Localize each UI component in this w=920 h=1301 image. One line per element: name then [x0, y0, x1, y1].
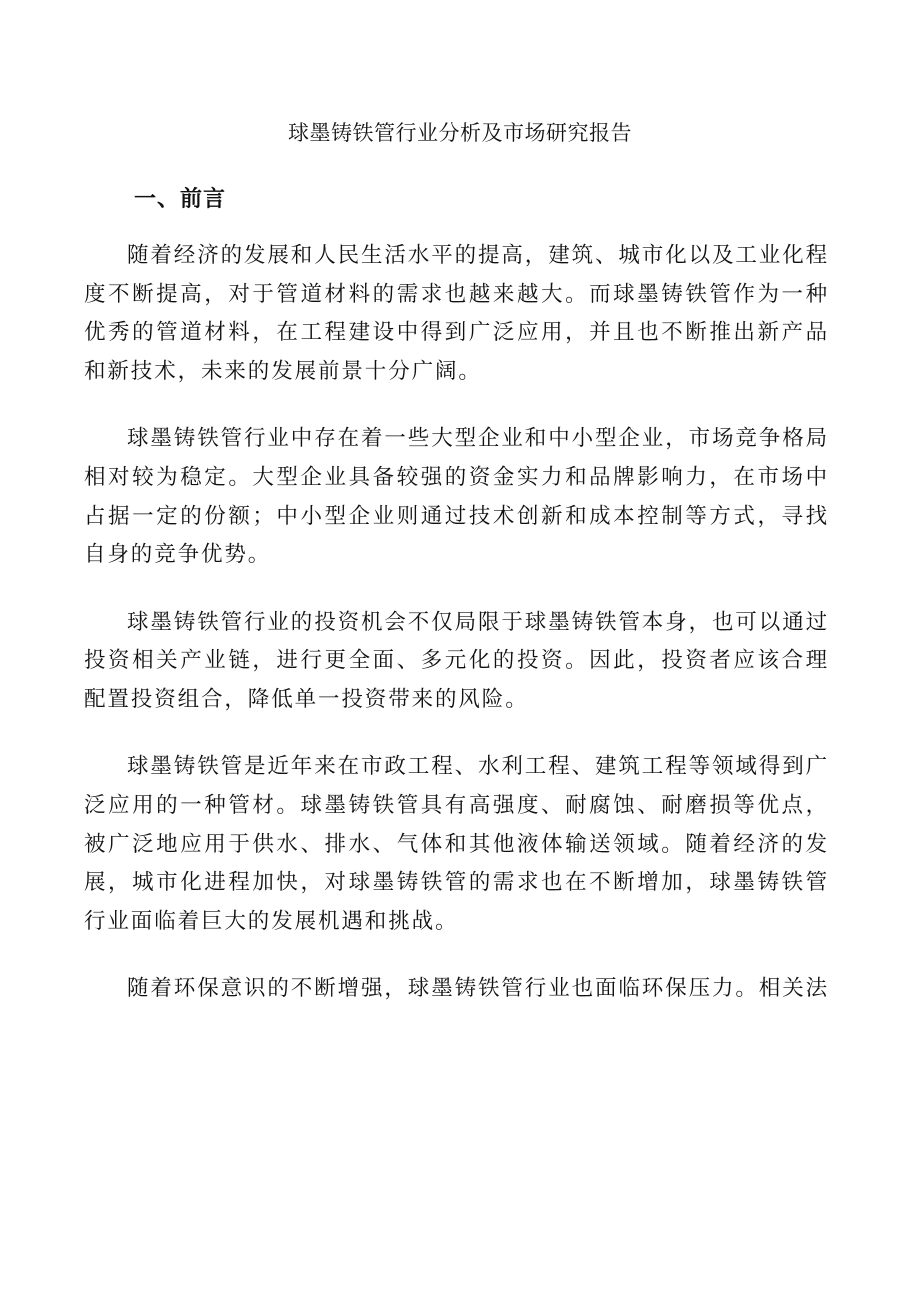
body-paragraph: 随着环保意识的不断增强，球墨铸铁管行业也面临环保压力。相关法 — [127, 976, 830, 1002]
document-body — [84, 237, 829, 1037]
body-paragraph: 球墨铸铁管是近年来在市政工程、水利工程、建筑工程等领域得到广泛应用的一种管材。球墨铸铁管具有高强度、耐腐蚀、耐磨损等优点，被广泛地应用于供水、排水、气体和其他液体输送领域。随着经济的发展，城市化进程加快，对球墨铸铁管的需求也在不断增加，球墨铸铁管行业面临着巨大的发展机遇和挑战。 — [84, 754, 830, 935]
body-paragraph: 球墨铸铁管行业的投资机会不仅局限于球墨铸铁管本身，也可以通过投资相关产业链，进行更全面、多元化的投资。因此，投资者应该合理配置投资组合，降低单一投资带来的风险。 — [84, 609, 830, 713]
document-title: 球墨铸铁管行业分析及市场研究报告 — [288, 121, 632, 145]
body-paragraph: 随着经济的发展和人民生活水平的提高，建筑、城市化以及工业化程度不断提高，对于管道材料的需求也越来越大。而球墨铸铁管作为一种优秀的管道材料，在工程建设中得到广泛应用，并且也不断推出新产品和新技术，未来的发展前景十分广阔。 — [84, 243, 830, 385]
body-paragraph: 球墨铸铁管行业中存在着一些大型企业和中小型企业，市场竞争格局相对较为稳定。大型企业具备较强的资金实力和品牌影响力，在市场中占据一定的份额；中小型企业则通过技术创新和成本控制等方式，寻找自身的竞争优势。 — [84, 426, 830, 568]
section-heading: 一、前言 — [134, 187, 227, 212]
